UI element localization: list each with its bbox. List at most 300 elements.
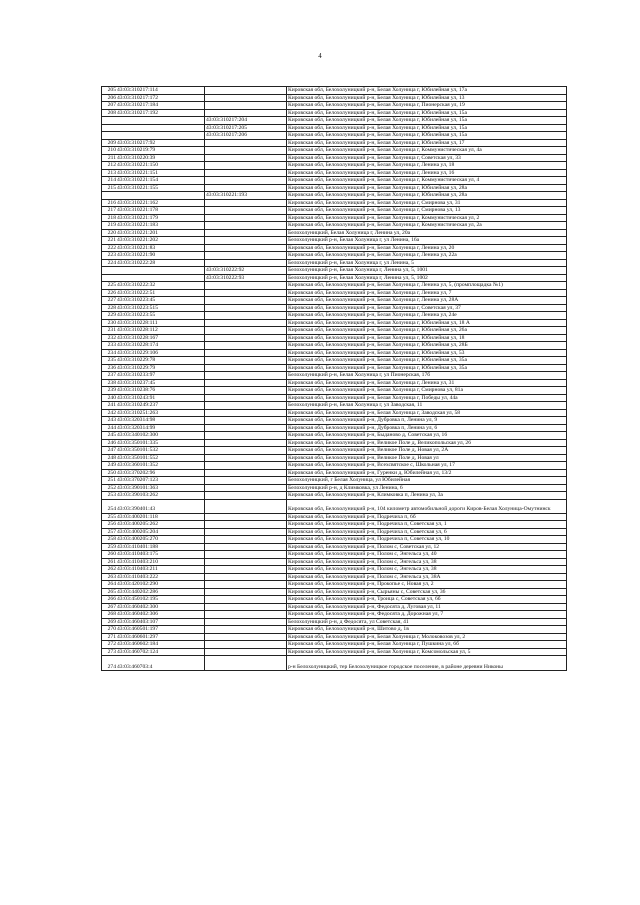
- sub-cadastral-number-cell: [205, 102, 287, 110]
- row-number-cell: 217: [102, 207, 117, 215]
- row-number-cell: 214: [102, 177, 117, 185]
- address-cell: Кировская обл, Белохолуницкий р-н, Подречиха п, Советская ул, 1: [287, 521, 567, 529]
- sub-cadastral-number-cell: [205, 551, 287, 559]
- row-number-cell: 222: [102, 244, 117, 252]
- cadastral-number-cell: 43:03:310228:167: [116, 334, 205, 342]
- sub-cadastral-number-cell: [205, 588, 287, 596]
- table-row: [102, 304, 567, 312]
- sub-cadastral-number-cell: [205, 184, 287, 192]
- row-number-cell: 274: [102, 656, 117, 671]
- row-number-cell: 248: [102, 454, 117, 462]
- table-row: [102, 244, 567, 252]
- cadastral-number-cell: 43:03:310229:79: [116, 364, 205, 372]
- table-row: [102, 454, 567, 462]
- address-cell: Кировская обл, Белохолуницкий р-н, Шитово д, 1в: [287, 626, 567, 634]
- sub-cadastral-number-cell: [205, 499, 287, 513]
- address-cell: Кировская обл, Белохолуницкий р-н, Гуренки д, Юбилейная ул, 13/2: [287, 469, 567, 477]
- sub-cadastral-number-cell: [205, 387, 287, 395]
- address-cell: Белохолуницкий р-н, Белая Холуница г, Ленина ул, 5, 1001: [287, 267, 567, 275]
- sub-cadastral-number-cell: [205, 237, 287, 245]
- row-number-cell: 221: [102, 237, 117, 245]
- sub-cadastral-number-cell: [205, 648, 287, 656]
- table-row: [102, 477, 567, 485]
- row-number-cell: 233: [102, 342, 117, 350]
- sub-cadastral-number-cell: 43:03:310222:92: [205, 267, 287, 275]
- cadastral-number-cell: 43:03:310221:201: [116, 229, 205, 237]
- table-row: [102, 417, 567, 425]
- table-row: [102, 237, 567, 245]
- row-number-cell: [102, 267, 117, 275]
- address-cell: Кировская обл, Белохолуницкий р-н, Белая Холуница г, Коммунистическая ул, 2: [287, 214, 567, 222]
- table-row: [102, 312, 567, 320]
- row-number-cell: 259: [102, 543, 117, 551]
- table-row: [102, 222, 567, 230]
- cadastral-number-cell: 43:03:390103:262: [116, 492, 205, 500]
- address-cell: Белохолуницкий р-н, Белая Холуница г, ул Ленина, 5: [287, 259, 567, 267]
- row-number-cell: 244: [102, 424, 117, 432]
- row-number-cell: 235: [102, 357, 117, 365]
- sub-cadastral-number-cell: [205, 492, 287, 500]
- sub-cadastral-number-cell: [205, 484, 287, 492]
- address-cell: Кировская обл, Белохолуницкий р-н, Белая Холуница г, Ленина ул, 31: [287, 379, 567, 387]
- cadastral-number-cell: 43:03:350101:552: [116, 454, 205, 462]
- table-row: [102, 424, 567, 432]
- table-row: [102, 267, 567, 275]
- cadastral-number-cell: 43:03:460601:297: [116, 633, 205, 641]
- table-row: [102, 327, 567, 335]
- address-cell: Кировская обл, Белохолуницкий р-н, Всехсвятское с, Школьная ул, 17: [287, 462, 567, 470]
- sub-cadastral-number-cell: [205, 402, 287, 410]
- address-cell: Кировская обл, Белохолуницкий р-н, Сырьяны с, Советская ул, 36: [287, 588, 567, 596]
- sub-cadastral-number-cell: [205, 244, 287, 252]
- sub-cadastral-number-cell: [205, 513, 287, 521]
- table-row: [102, 147, 567, 155]
- sub-cadastral-number-cell: [205, 372, 287, 380]
- cadastral-number-cell: 43:03:310229:78: [116, 357, 205, 365]
- row-number-cell: 263: [102, 573, 117, 581]
- row-number-cell: 261: [102, 558, 117, 566]
- sub-cadastral-number-cell: [205, 447, 287, 455]
- page-number: 4: [318, 52, 322, 60]
- row-number-cell: 264: [102, 581, 117, 589]
- cadastral-number-cell: 43:03:310221:178: [116, 207, 205, 215]
- sub-cadastral-number-cell: [205, 312, 287, 320]
- cadastral-number-cell: 43:03:310221:183: [116, 222, 205, 230]
- table-row: [102, 379, 567, 387]
- cadastral-number-cell: 43:03:310217:192: [116, 109, 205, 117]
- address-cell: Белохолуницкий р-н, Белая Холуница г, ул Пионерская, 17б: [287, 372, 567, 380]
- sub-cadastral-number-cell: [205, 177, 287, 185]
- sub-cadastral-number-cell: [205, 199, 287, 207]
- table-row: [102, 364, 567, 372]
- address-cell: Кировская обл, Белохолуницкий р-н, Белая Холуница г, Смирнова ул, 31: [287, 199, 567, 207]
- sub-cadastral-number-cell: [205, 349, 287, 357]
- table-row: [102, 139, 567, 147]
- row-number-cell: 238: [102, 379, 117, 387]
- row-number-cell: 227: [102, 297, 117, 305]
- cadastral-number-cell: 43:03:310221:83: [116, 244, 205, 252]
- sub-cadastral-number-cell: [205, 214, 287, 222]
- cadastral-number-cell: 43:03:310229:106: [116, 349, 205, 357]
- cadastral-number-cell: 43:03:310228:174: [116, 342, 205, 350]
- cadastral-number-cell: 43:03:310238:76: [116, 387, 205, 395]
- address-cell: Кировская обл, Белохолуницкий р-н, Белая Холуница г, Ленина ул, 16: [287, 169, 567, 177]
- cadastral-number-cell: 43:03:390401:43: [116, 499, 205, 513]
- table-row: [102, 492, 567, 500]
- table-row: [102, 297, 567, 305]
- row-number-cell: 239: [102, 387, 117, 395]
- address-cell: Кировская обл, Белохолуницкий р-н, Белая Холуница г, Ленина ул, 7: [287, 289, 567, 297]
- address-cell: Белохолуницкий р-н, Белая Холуница г, Ленина ул, 5, 1002: [287, 274, 567, 282]
- address-cell: Кировская обл, Белохолуницкий р-н, Полом с, Энгельса ул, 38А: [287, 573, 567, 581]
- cadastral-number-cell: 43:03:360101:352: [116, 462, 205, 470]
- cadastral-number-cell: 43:03:460501:197: [116, 626, 205, 634]
- cadastral-number-cell: 43:03:420102:290: [116, 581, 205, 589]
- table-row: [102, 109, 567, 117]
- address-cell: Кировская обл, Белохолуницкий р-н, Белая Холуница г, Пушкина ул, 6б: [287, 641, 567, 649]
- table-row: [102, 648, 567, 656]
- row-number-cell: [102, 132, 117, 140]
- row-number-cell: 267: [102, 603, 117, 611]
- table-row: [102, 536, 567, 544]
- sub-cadastral-number-cell: [205, 611, 287, 619]
- cadastral-number-cell: 43:03:310219:79: [116, 147, 205, 155]
- sub-cadastral-number-cell: [205, 462, 287, 470]
- table-row: [102, 566, 567, 574]
- table-row: [102, 87, 567, 95]
- table-row: [102, 207, 567, 215]
- sub-cadastral-number-cell: [205, 543, 287, 551]
- table-row: [102, 372, 567, 380]
- address-cell: Кировская обл, Белохолуницкий р-н, Белая Холуница г, Ленина ул, 28А: [287, 297, 567, 305]
- address-cell: Кировская обл, Белохолуницкий р-н, Великое Поле д, Новая ул: [287, 454, 567, 462]
- address-cell: Кировская обл, Белохолуницкий р-н, Белая Холуница г, Молоковозов ул, 2: [287, 633, 567, 641]
- cadastral-number-cell: 43:03:310217:172: [116, 94, 205, 102]
- table-row: [102, 117, 567, 125]
- address-cell: Кировская обл, Белохолуницкий р-н, Белая Холуница г, Юбилейная ул, 15а: [287, 124, 567, 132]
- row-number-cell: 218: [102, 214, 117, 222]
- cadastral-number-cell: 43:03:310222:32: [116, 282, 205, 290]
- cadastral-number-cell: [116, 124, 205, 132]
- cadastral-number-cell: 43:03:310221:90: [116, 252, 205, 260]
- address-cell: Кировская обл, Белохолуницкий р-н, Белая Холуница г, Юбилейная ул, 28а: [287, 192, 567, 200]
- sub-cadastral-number-cell: [205, 169, 287, 177]
- sub-cadastral-number-cell: [205, 207, 287, 215]
- address-cell: Кировская обл, Белохолуницкий р-н, Белая Холуница г, Ленина ул, 24е: [287, 312, 567, 320]
- cadastral-number-cell: 43:03:310223:45: [116, 297, 205, 305]
- row-number-cell: 208: [102, 109, 117, 117]
- row-number-cell: 230: [102, 319, 117, 327]
- cadastral-number-cell: [116, 192, 205, 200]
- table-row: [102, 447, 567, 455]
- cadastral-number-cell: 43:03:460402:306: [116, 611, 205, 619]
- table-row: [102, 626, 567, 634]
- address-cell: Кировская обл, Белохолуницкий р-н, Подречиха п, Советская ул, 6: [287, 528, 567, 536]
- row-number-cell: 255: [102, 513, 117, 521]
- cadastral-number-cell: [116, 267, 205, 275]
- row-number-cell: 249: [102, 462, 117, 470]
- address-cell: Кировская обл, Белохолуницкий р-н, Полом с, Энгельса ул, 38: [287, 558, 567, 566]
- table-row: [102, 102, 567, 110]
- sub-cadastral-number-cell: [205, 282, 287, 290]
- cadastral-number-cell: 43:03:370202:96: [116, 469, 205, 477]
- row-number-cell: 269: [102, 618, 117, 626]
- row-number-cell: 254: [102, 499, 117, 513]
- table-row: [102, 334, 567, 342]
- address-cell: Кировская обл, Белохолуницкий р-н, Белая Холуница г, Юбилейная ул, 13: [287, 94, 567, 102]
- cadastral-number-cell: 43:03:310222:51: [116, 289, 205, 297]
- cadastral-number-cell: 43:03:310228:111: [116, 319, 205, 327]
- sub-cadastral-number-cell: [205, 139, 287, 147]
- address-cell: Кировская обл, Белохолуницкий р-н, Белая Холуница г, Юбилейная ул, 15а: [287, 109, 567, 117]
- address-cell: Кировская обл, Белохолуницкий р-н, Полом с, Советская ул, 12: [287, 543, 567, 551]
- row-number-cell: 247: [102, 447, 117, 455]
- row-number-cell: 231: [102, 327, 117, 335]
- address-cell: Кировская обл, Белохолуницкий р-н, Белая Холуница г, Юбилейная ул, 28Б: [287, 342, 567, 350]
- cadastral-number-cell: 43:03:400205:270: [116, 536, 205, 544]
- table-row: [102, 656, 567, 671]
- table-row: [102, 94, 567, 102]
- table-row: [102, 394, 567, 402]
- sub-cadastral-number-cell: [205, 364, 287, 372]
- cadastral-number-cell: 43:03:460403:107: [116, 618, 205, 626]
- sub-cadastral-number-cell: [205, 409, 287, 417]
- sub-cadastral-number-cell: [205, 603, 287, 611]
- sub-cadastral-number-cell: [205, 87, 287, 95]
- cadastral-number-cell: 43:03:310222:28: [116, 259, 205, 267]
- sub-cadastral-number-cell: [205, 379, 287, 387]
- sub-cadastral-number-cell: 43:03:310217:206: [205, 132, 287, 140]
- cadastral-number-cell: 43:03:400205:204: [116, 528, 205, 536]
- address-cell: Кировская обл, Белохолуницкий р-н, Белая Холуница г, Юбилейная ул, 28а: [287, 184, 567, 192]
- cadastral-number-cell: [116, 132, 205, 140]
- sub-cadastral-number-cell: [205, 154, 287, 162]
- table-row: [102, 439, 567, 447]
- address-cell: Белохолуницкий, г Белая Холуница, ул Юбилейная: [287, 477, 567, 485]
- sub-cadastral-number-cell: [205, 439, 287, 447]
- cadastral-number-cell: 43:03:310221:155: [116, 184, 205, 192]
- table-row: [102, 274, 567, 282]
- cadastral-number-cell: 43:03:350101:532: [116, 447, 205, 455]
- cadastral-number-cell: 43:03:340102:300: [116, 432, 205, 440]
- sub-cadastral-number-cell: [205, 289, 287, 297]
- row-number-cell: 241: [102, 402, 117, 410]
- table-row: [102, 402, 567, 410]
- address-cell: Кировская обл, Белохолуницкий р-н, Белая Холуница г, Победы ул, 44а: [287, 394, 567, 402]
- table-row: [102, 289, 567, 297]
- row-number-cell: 226: [102, 289, 117, 297]
- address-cell: Белохолуницкий р-н, д Климковка, ул Ленина, 6: [287, 484, 567, 492]
- row-number-cell: 223: [102, 252, 117, 260]
- cadastral-number-cell: 43:03:410403:175: [116, 551, 205, 559]
- sub-cadastral-number-cell: [205, 536, 287, 544]
- table-row: [102, 641, 567, 649]
- sub-cadastral-number-cell: [205, 417, 287, 425]
- sub-cadastral-number-cell: [205, 573, 287, 581]
- address-cell: Белохолуницкий р-н, Белая Холуница г, ул Заводская, 11: [287, 402, 567, 410]
- sub-cadastral-number-cell: [205, 626, 287, 634]
- sub-cadastral-number-cell: [205, 528, 287, 536]
- address-cell: Белохолуницкий р-н, д Федосята, ул Советская, 41: [287, 618, 567, 626]
- row-number-cell: 251: [102, 477, 117, 485]
- sub-cadastral-number-cell: [205, 259, 287, 267]
- row-number-cell: 234: [102, 349, 117, 357]
- cadastral-number-cell: 43:03:310228:112: [116, 327, 205, 335]
- table-row: [102, 124, 567, 132]
- sub-cadastral-number-cell: 43:03:310217:204: [205, 117, 287, 125]
- table-row: [102, 484, 567, 492]
- row-number-cell: 237: [102, 372, 117, 380]
- cadastral-number-cell: 43:03:410401:188: [116, 543, 205, 551]
- table-row: [102, 154, 567, 162]
- row-number-cell: 216: [102, 199, 117, 207]
- cadastral-number-cell: 43:03:310237:45: [116, 379, 205, 387]
- table-row: [102, 342, 567, 350]
- row-number-cell: 260: [102, 551, 117, 559]
- address-cell: Кировская обл, Белохолуницкий р-н, Быданово д, Советская ул, 16: [287, 432, 567, 440]
- table-row: [102, 573, 567, 581]
- cadastral-number-cell: 43:03:310251:263: [116, 409, 205, 417]
- cadastral-number-cell: 43:03:460702:124: [116, 648, 205, 656]
- sub-cadastral-number-cell: [205, 477, 287, 485]
- cadastral-number-cell: 43:03:350101:335: [116, 439, 205, 447]
- sub-cadastral-number-cell: [205, 469, 287, 477]
- sub-cadastral-number-cell: [205, 521, 287, 529]
- table-row: [102, 528, 567, 536]
- sub-cadastral-number-cell: [205, 229, 287, 237]
- cadastral-number-cell: 43:03:320314:98: [116, 417, 205, 425]
- cadastral-number-cell: 43:03:310221:179: [116, 214, 205, 222]
- table-row: [102, 603, 567, 611]
- row-number-cell: 229: [102, 312, 117, 320]
- address-cell: Кировская обл, Белохолуницкий р-н, 104 километр автомобильной дороги Киров-Белая Холуница-Омутнинск: [287, 499, 567, 513]
- address-cell: Кировская обл, Белохолуницкий р-н, Белая Холуница г, Юбилейная ул, 15а: [287, 117, 567, 125]
- cadastral-number-cell: [116, 274, 205, 282]
- address-cell: Кировская обл, Белохолуницкий р-н, Полом с, Энгельса ул, 38: [287, 566, 567, 574]
- cadastral-number-cell: 43:03:310233:97: [116, 372, 205, 380]
- sub-cadastral-number-cell: [205, 342, 287, 350]
- table-row: [102, 513, 567, 521]
- address-cell: Кировская обл, Белохолуницкий р-н, Белая Холуница г, Заводская ул, 58: [287, 409, 567, 417]
- address-cell: Кировская обл, Белохолуницкий р-н, Дубровка п, Ленина ул, 9: [287, 417, 567, 425]
- address-cell: Кировская обл, Белохолуницкий р-н, Белая Холуница г, Ленина ул, 18: [287, 162, 567, 170]
- table-row: [102, 521, 567, 529]
- cadastral-number-cell: [116, 117, 205, 125]
- row-number-cell: 243: [102, 417, 117, 425]
- address-cell: Кировская обл, Белохолуницкий р-н, Белая Холуница г, Юбилейная ул, 53: [287, 349, 567, 357]
- row-number-cell: 272: [102, 641, 117, 649]
- table-row: [102, 357, 567, 365]
- sub-cadastral-number-cell: [205, 633, 287, 641]
- sub-cadastral-number-cell: 43:03:310217:205: [205, 124, 287, 132]
- sub-cadastral-number-cell: [205, 656, 287, 671]
- row-number-cell: 225: [102, 282, 117, 290]
- sub-cadastral-number-cell: [205, 162, 287, 170]
- row-number-cell: 210: [102, 147, 117, 155]
- table-row: [102, 199, 567, 207]
- address-cell: Кировская обл, Белохолуницкий р-н, Белая Холуница г, Советская ул, 37: [287, 304, 567, 312]
- row-number-cell: 256: [102, 521, 117, 529]
- address-cell: Кировская обл, Белохолуницкий р-н, Белая Холуница г, Юбилейная ул, 15а: [287, 132, 567, 140]
- sub-cadastral-number-cell: [205, 424, 287, 432]
- address-cell: Белохолуницкий, Белая Холуница г, Ленина ул, 20а: [287, 229, 567, 237]
- address-cell: Белохолуницкий р-н, Белая Холуница г, ул Ленина, 16а: [287, 237, 567, 245]
- table-row: [102, 581, 567, 589]
- cadastral-number-cell: 43:03:390101:363: [116, 484, 205, 492]
- cadastral-number-cell: 43:03:310217:92: [116, 139, 205, 147]
- table-row: [102, 409, 567, 417]
- row-number-cell: 219: [102, 222, 117, 230]
- cadastral-number-cell: 43:03:310223:515: [116, 304, 205, 312]
- row-number-cell: 258: [102, 536, 117, 544]
- row-number-cell: 265: [102, 588, 117, 596]
- address-cell: Кировская обл, Белохолуницкий р-н, Белая Холуница г, Советская ул, 33: [287, 154, 567, 162]
- table-row: [102, 229, 567, 237]
- row-number-cell: 240: [102, 394, 117, 402]
- sub-cadastral-number-cell: 43:03:310221:193: [205, 192, 287, 200]
- row-number-cell: 236: [102, 364, 117, 372]
- sub-cadastral-number-cell: [205, 319, 287, 327]
- register-table-body: [102, 87, 567, 671]
- sub-cadastral-number-cell: [205, 252, 287, 260]
- row-number-cell: 213: [102, 169, 117, 177]
- table-row: [102, 462, 567, 470]
- address-cell: Кировская обл, Белохолуницкий р-н, Белая Холуница г, Пионерская ул, 19: [287, 102, 567, 110]
- address-cell: Кировская обл, Белохолуницкий р-н, Белая Холуница г, Юбилейная ул, 18 А: [287, 319, 567, 327]
- address-cell: Кировская обл, Белохолуницкий р-н, Белая Холуница г, Юбилейная ул, 17: [287, 139, 567, 147]
- address-cell: Кировская обл, Белохолуницкий р-н, Белая Холуница г, Ленина ул, 5, (промплощадка №1): [287, 282, 567, 290]
- sub-cadastral-number-cell: [205, 304, 287, 312]
- cadastral-number-cell: 43:03:310221:162: [116, 199, 205, 207]
- row-number-cell: 257: [102, 528, 117, 536]
- sub-cadastral-number-cell: [205, 222, 287, 230]
- row-number-cell: 262: [102, 566, 117, 574]
- address-cell: Кировская обл, Белохолуницкий р-н, Климковка п, Ленина ул, 3а: [287, 492, 567, 500]
- table-row: [102, 282, 567, 290]
- row-number-cell: 207: [102, 102, 117, 110]
- row-number-cell: 209: [102, 139, 117, 147]
- table-row: [102, 132, 567, 140]
- address-cell: Кировская обл, Белохолуницкий р-н, Белая Холуница г, Коммунистическая ул, 4: [287, 177, 567, 185]
- cadastral-number-cell: 43:03:310249:237: [116, 402, 205, 410]
- address-cell: Кировская обл, Белохолуницкий р-н, Белая Холуница г, Ленина ул, 22а: [287, 252, 567, 260]
- table-row: [102, 469, 567, 477]
- table-row: [102, 184, 567, 192]
- row-number-cell: 270: [102, 626, 117, 634]
- address-cell: Кировская обл, Белохолуницкий р-н, Белая Холуница г, Смирнова ул, 13: [287, 207, 567, 215]
- address-cell: Кировская обл, Белохолуницкий р-н, Великое Поле д, Великопольская ул, 26: [287, 439, 567, 447]
- table-row: [102, 588, 567, 596]
- cadastral-number-cell: 43:03:310217:184: [116, 102, 205, 110]
- sub-cadastral-number-cell: [205, 558, 287, 566]
- cadastral-number-cell: 43:03:310221:154: [116, 177, 205, 185]
- sub-cadastral-number-cell: 43:03:310222:93: [205, 274, 287, 282]
- cadastral-number-cell: 43:03:310220:39: [116, 154, 205, 162]
- row-number-cell: [102, 124, 117, 132]
- table-row: [102, 499, 567, 513]
- table-row: [102, 177, 567, 185]
- table-row: [102, 387, 567, 395]
- address-cell: Кировская обл, Белохолуницкий р-н, Троица с, Советская ул, 6б: [287, 596, 567, 604]
- address-cell: Кировская обл, Белохолуницкий р-н, Белая Холуница г, Коммунистическая ул, 4а: [287, 147, 567, 155]
- address-cell: Кировская обл, Белохолуницкий р-н, Белая Холуница г, Ленина ул, 20: [287, 244, 567, 252]
- row-number-cell: 246: [102, 439, 117, 447]
- sub-cadastral-number-cell: [205, 357, 287, 365]
- address-cell: Кировская обл, Белохолуницкий р-н, Федосята д, Луговая ул, 11: [287, 603, 567, 611]
- cadastral-number-cell: 43:03:320314:99: [116, 424, 205, 432]
- sub-cadastral-number-cell: [205, 618, 287, 626]
- table-row: [102, 618, 567, 626]
